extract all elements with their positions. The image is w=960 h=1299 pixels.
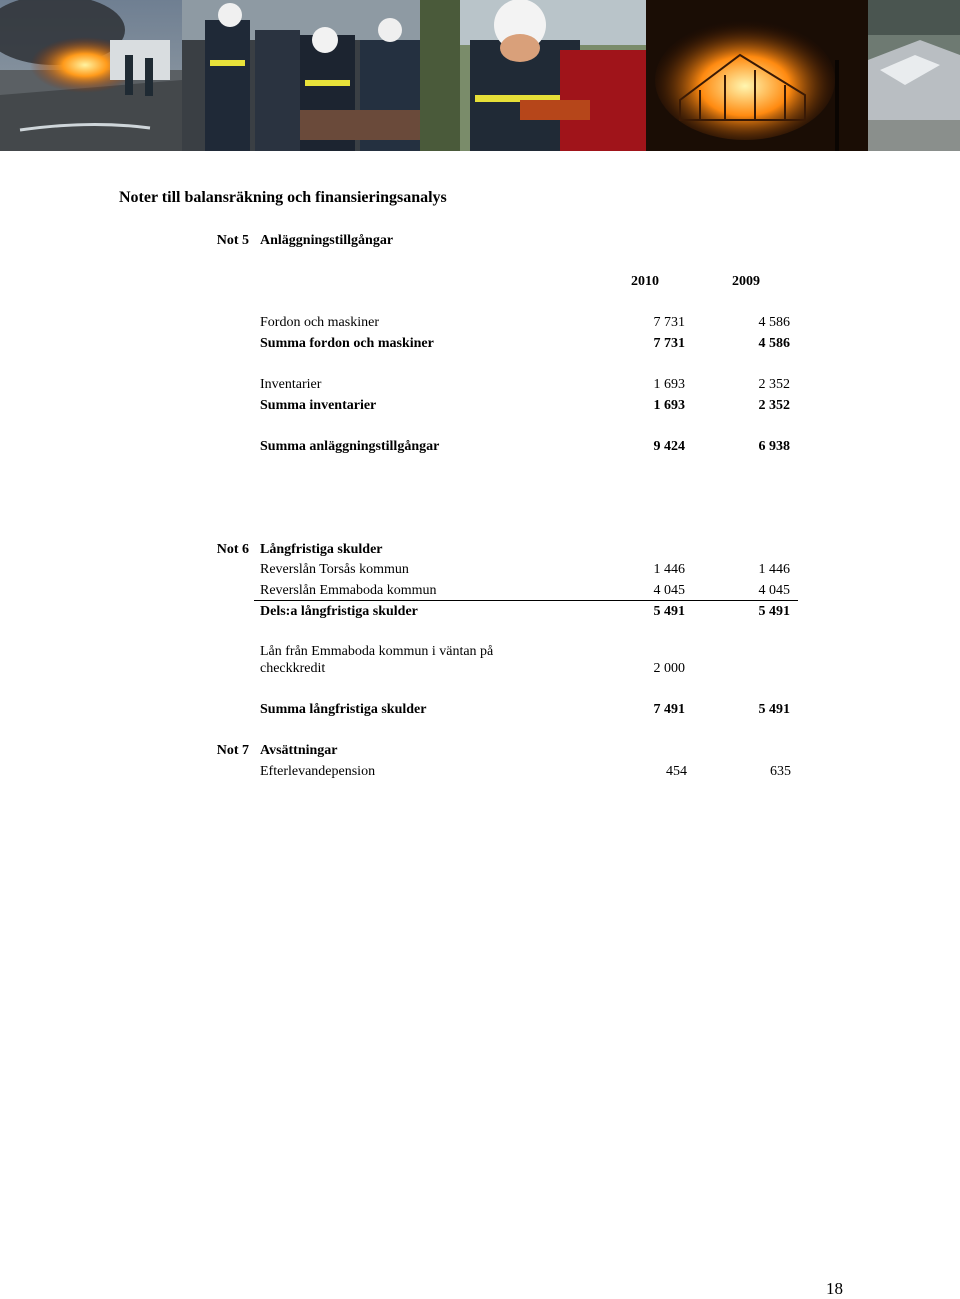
note6-subtotal-2009: 5 491	[758, 604, 790, 619]
note6-row-2010: 4 045	[653, 583, 685, 598]
note6-row-label: Reverslån Emmaboda kommun	[260, 583, 437, 598]
year-header-2009: 2009	[732, 274, 760, 289]
note5-row-label: Summa inventarier	[260, 398, 377, 413]
note6-loan-2010: 2 000	[653, 661, 685, 676]
note6-loan-label-line2: checkkredit	[260, 661, 326, 676]
note5-row-2009: 4 586	[758, 315, 790, 330]
note7-row-2010: 454	[666, 764, 687, 779]
photo-burning-house	[646, 0, 868, 151]
note5-row-label: Inventarier	[260, 377, 322, 392]
photo-firefighter-cutter	[460, 0, 646, 151]
note6-subtotal-label: Dels:a långfristiga skulder	[260, 604, 418, 619]
note7-heading: Avsättningar	[260, 743, 338, 758]
note5-row-2010: 7 731	[653, 315, 685, 330]
note6-row-label: Reverslån Torsås kommun	[260, 562, 409, 577]
note7-row-label: Efterlevandepension	[260, 764, 376, 779]
note5-heading: Anläggningstillgångar	[260, 233, 394, 248]
note6-row-2010: 1 446	[653, 562, 685, 577]
note6-total-2010: 7 491	[653, 702, 685, 717]
note6-subtotal-2010: 5 491	[653, 604, 685, 619]
note5-row-2009: 2 352	[758, 377, 790, 392]
subtotal-rule	[254, 600, 798, 601]
note5-row-label: Fordon och maskiner	[260, 315, 379, 330]
note6-loan-label-line1: Lån från Emmaboda kommun i väntan på	[260, 644, 494, 659]
note5-row-2010: 1 693	[653, 398, 685, 413]
page-number: 18	[826, 1279, 843, 1298]
year-header-2010: 2010	[631, 274, 659, 289]
note5-row-2009: 2 352	[758, 398, 790, 413]
note6-total-label: Summa långfristiga skulder	[260, 702, 427, 717]
photo-rescue-crew	[182, 0, 460, 151]
page-title: Noter till balansräkning och finansieringsanalys	[119, 189, 447, 206]
note7-row-2009: 635	[770, 764, 791, 779]
note7-label: Not 7	[216, 743, 249, 758]
note5-row-label: Summa fordon och maskiner	[260, 336, 434, 351]
note6-label: Not 6	[216, 542, 249, 557]
note6-total-2009: 5 491	[758, 702, 790, 717]
note6-row-2009: 4 045	[758, 583, 790, 598]
note6-heading: Långfristiga skulder	[260, 542, 383, 557]
note5-row-2009: 4 586	[758, 336, 790, 351]
header-photo-banner	[0, 0, 960, 151]
banner-photo-collage	[0, 0, 960, 151]
photo-car-fire	[0, 0, 182, 151]
note5-row-2010: 7 731	[653, 336, 685, 351]
photo-crashed-car	[868, 0, 960, 151]
note5-row-2010: 9 424	[653, 439, 685, 454]
note5-row-2009: 6 938	[758, 439, 790, 454]
note5-row-2010: 1 693	[653, 377, 685, 392]
note5-row-label: Summa anläggningstillgångar	[260, 439, 440, 454]
note5-label: Not 5	[216, 233, 249, 248]
note6-row-2009: 1 446	[758, 562, 790, 577]
